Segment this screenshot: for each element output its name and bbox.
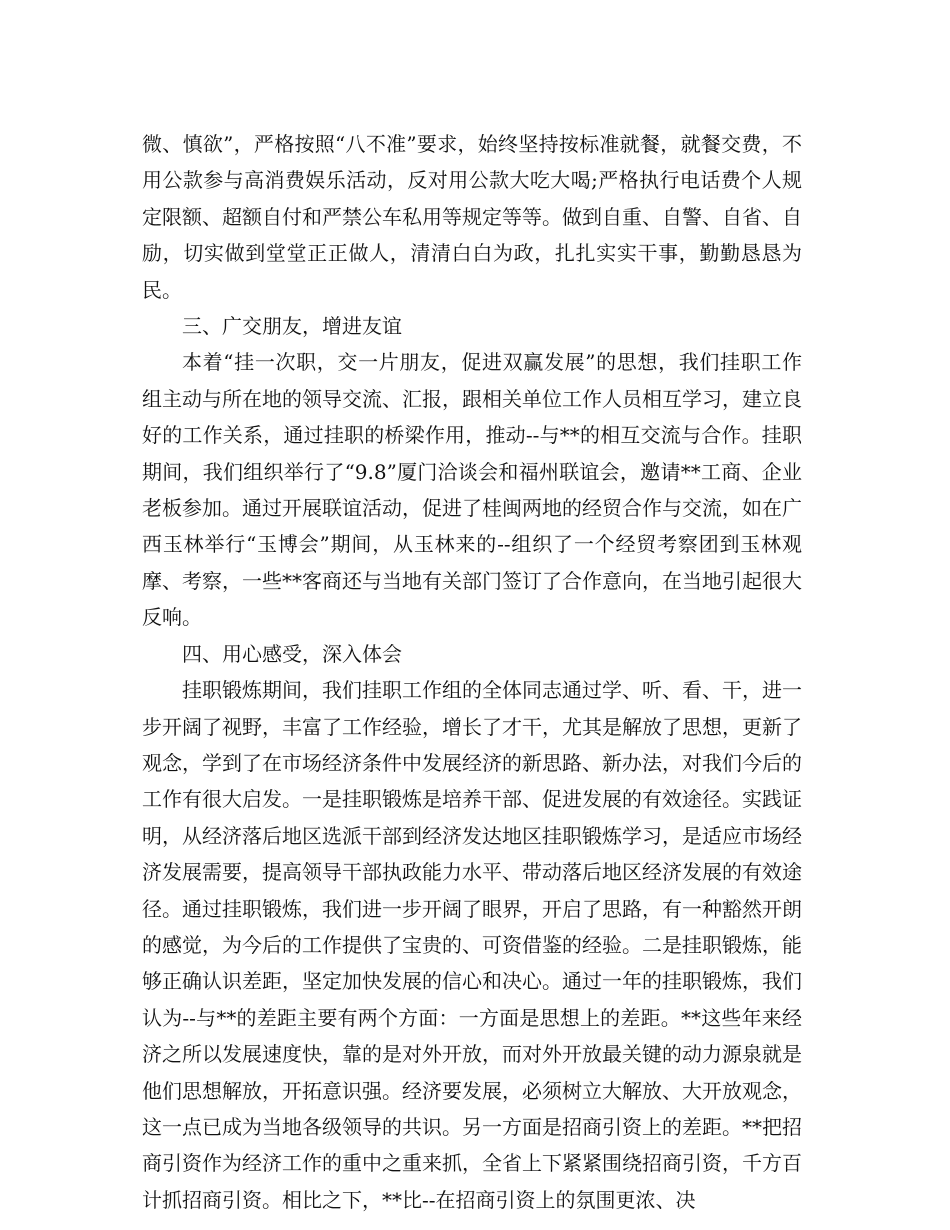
section-heading-experience: 四、用心感受，深入体会: [182, 641, 402, 666]
paragraph-friendship-exchange: 本着“挂一次职，交一片朋友，促进双赢发展”的思想，我们挂职工作组主动与所在地的领导交流、汇报，跟相关单位工作人员相互学习，建立良好的工作关系，通过挂职的桥梁作用，推动--与**的相互交流与合作。挂职期间，我们组织举行了“9.8”厦门洽谈会和福州联谊会，邀请**工商、企业老板参加。通过开展联谊活动，促进了桂闽两地的经贸合作与交流，如在广西玉林举行“玉博会”期间，从玉林来的--组织了一个经贸考察团到玉林观摩、考察，一些**客商还与当地有关部门签订了合作意向，在当地引起很大反响。: [142, 350, 802, 630]
section-heading-friendship: 三、广交朋友，增进友谊: [182, 314, 402, 339]
paragraph-experience-reflection: 挂职锻炼期间，我们挂职工作组的全体同志通过学、听、看、干，进一步开阔了视野，丰富了工作经验，增长了才干，尤其是解放了思想，更新了观念，学到了在市场经济条件中发展经济的新思路、新办法，对我们今后的工作有很大启发。一是挂职锻炼是培养干部、促进发展的有效途径。实践证明，从经济落后地区选派干部到经济发达地区挂职锻炼学习，是适应市场经济发展需要，提高领导干部执政能力水平、带动落后地区经济发展的有效途径。通过挂职锻炼，我们进一步开阔了眼界，开启了思路，有一种豁然开朗的感觉，为今后的工作提供了宝贵的、可资借鉴的经验。二是挂职锻炼，能够正确认识差距，坚定加快发展的信心和决心。通过一年的挂职锻炼，我们认为--与**的差距主要有两个方面：一方面是思想上的差距。**这些年来经济之所以发展速度快，靠的是对外开放，而对外开放最关键的动力源泉就是他们思想解放，开拓意识强。经济要发展，必须树立大解放、大开放观念，这一点已成为当地各级领导的共识。另一方面是招商引资上的差距。**把招商引资作为经济工作的重中之重来抓，全省上下紧紧围绕招商引资，千方百计抓招商引资。相比之下，**比--在招商引资上的氛围更浓、决: [142, 678, 802, 1212]
document-body: [142, 126, 802, 1218]
paragraph-integrity-conduct: 微、慎欲”，严格按照“八不准”要求，始终坚持按标准就餐，就餐交费，不用公款参与高消费娱乐活动，反对用公款大吃大喝;严格执行电话费个人规定限额、超额自付和严禁公车私用等规定等等。做到自重、自警、自省、自励，切实做到堂堂正正做人，清清白白为政，扎扎实实干事，勤勤恳恳为民。: [142, 132, 802, 302]
